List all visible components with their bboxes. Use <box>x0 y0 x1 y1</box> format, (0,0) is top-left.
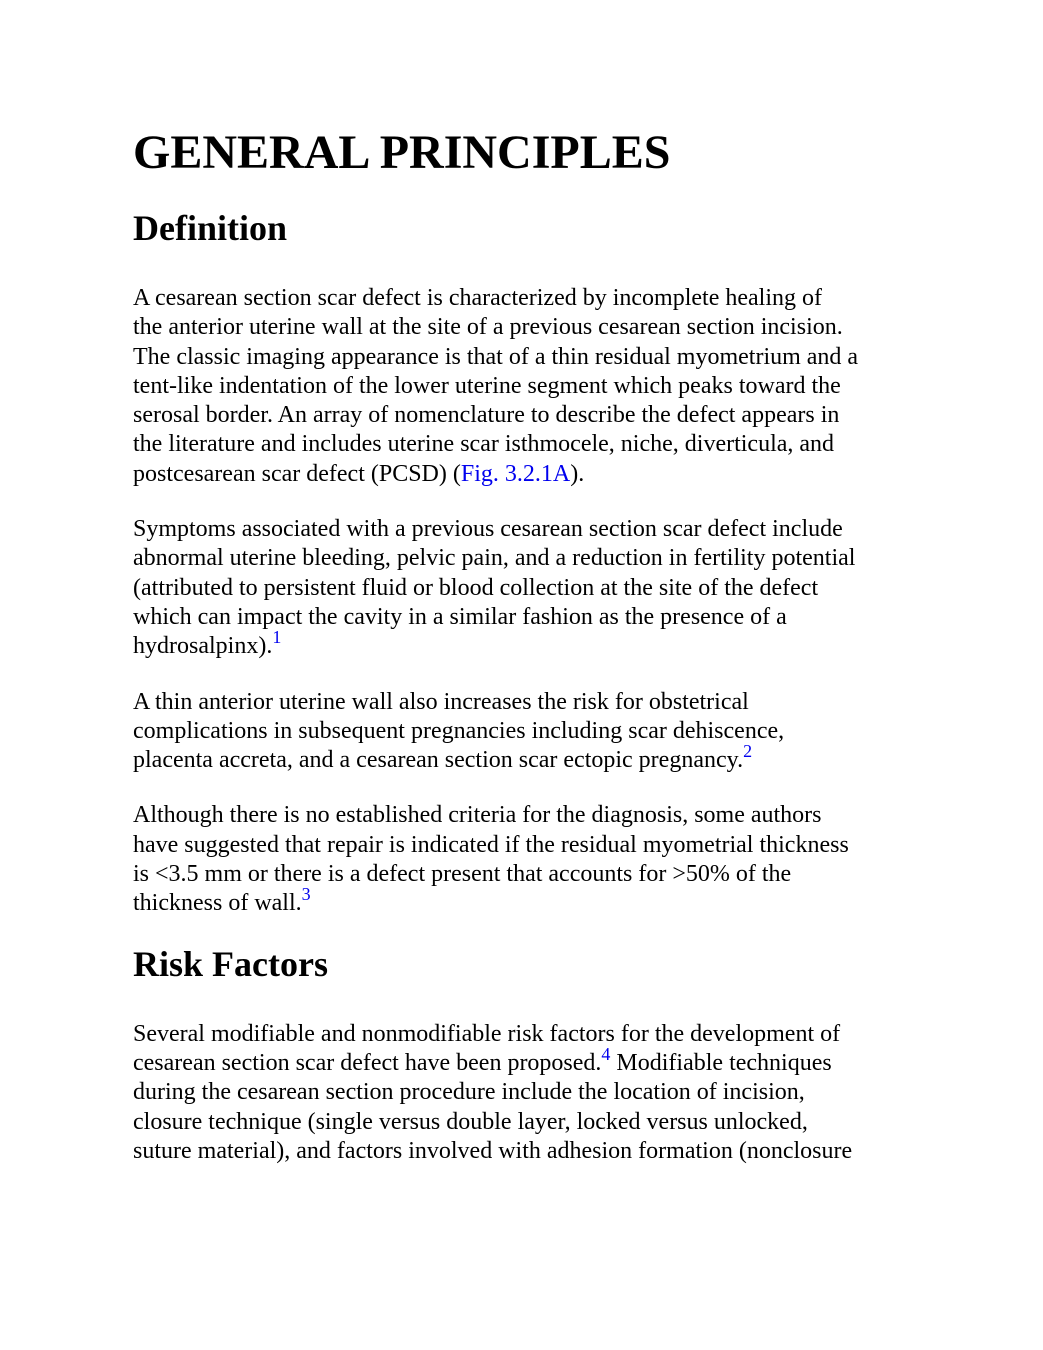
text-line: tent-like indentation of the lower uterine segment which peaks toward the <box>133 372 841 399</box>
figure-link[interactable]: Fig. 3.2.1A <box>460 460 571 487</box>
text-fragment: ). <box>570 460 585 487</box>
paragraph-definition <box>133 284 923 489</box>
text-line: (attributed to persistent fluid or blood collection at the site of the defect <box>133 574 819 601</box>
text-line: serosal border. An array of nomenclature to describe the defect appears in <box>133 402 840 429</box>
text-line: the anterior uterine wall at the site of a previous cesarean section incision. <box>133 314 843 341</box>
text-line: suture material), and factors involved with adhesion formation (nonclosure <box>133 1137 853 1164</box>
text-line: which can impact the cavity in a similar fashion as the presence of a <box>133 603 787 630</box>
text-line: have suggested that repair is indicated if the residual myometrial thickness <box>133 831 849 858</box>
text-line: placenta accreta, and a cesarean section scar ectopic pregnancy. <box>133 747 744 774</box>
text-line: abnormal uterine bleeding, pelvic pain, and a reduction in fertility potential <box>133 545 856 572</box>
page-title: GENERAL PRINCIPLES <box>133 126 671 179</box>
section-heading-definition: Definition <box>133 208 288 248</box>
text-line: Several modifiable and nonmodifiable risk factors for the development of <box>133 1020 841 1047</box>
text-line: the literature and includes uterine scar isthmocele, niche, diverticula, and <box>133 431 835 458</box>
paragraph-complications <box>133 688 923 776</box>
paragraph-symptoms <box>133 515 923 661</box>
text-line: is <3.5 mm or there is a defect present that accounts for >50% of the <box>133 861 792 888</box>
text-line: Although there is no established criteria for the diagnosis, some authors <box>133 802 822 829</box>
text-line: thickness of wall. <box>133 890 302 917</box>
text-line: A thin anterior uterine wall also increases the risk for obstetrical <box>133 688 749 715</box>
document-page <box>133 118 923 1166</box>
text-line: The classic imaging appearance is that of a thin residual myometrium and a <box>133 343 859 370</box>
section-heading-risk-factors: Risk Factors <box>133 943 328 984</box>
text-line: Symptoms associated with a previous cesarean section scar defect include <box>133 516 843 543</box>
footnote-ref-link[interactable]: 1 <box>272 627 282 648</box>
text-line: cesarean section scar defect have been proposed. <box>133 1049 602 1076</box>
text-line: closure technique (single versus double layer, locked versus unlocked, <box>133 1108 808 1135</box>
text-line: A cesarean section scar defect is characterized by incomplete healing of <box>133 285 822 311</box>
text-line: during the cesarean section procedure include the location of incision, <box>133 1079 805 1106</box>
footnote-ref-link[interactable]: 4 <box>601 1043 611 1064</box>
footnote-ref-link[interactable]: 2 <box>743 741 753 762</box>
text-fragment: Modifiable techniques <box>610 1049 832 1076</box>
text-line: complications in subsequent pregnancies including scar dehiscence, <box>133 717 785 744</box>
paragraph-risk-factors <box>133 1020 923 1166</box>
text-line: postcesarean scar defect (PCSD) ( <box>133 460 461 487</box>
footnote-ref-link[interactable]: 3 <box>301 884 311 905</box>
text-line: hydrosalpinx). <box>133 633 273 660</box>
paragraph-diagnosis <box>133 801 923 918</box>
